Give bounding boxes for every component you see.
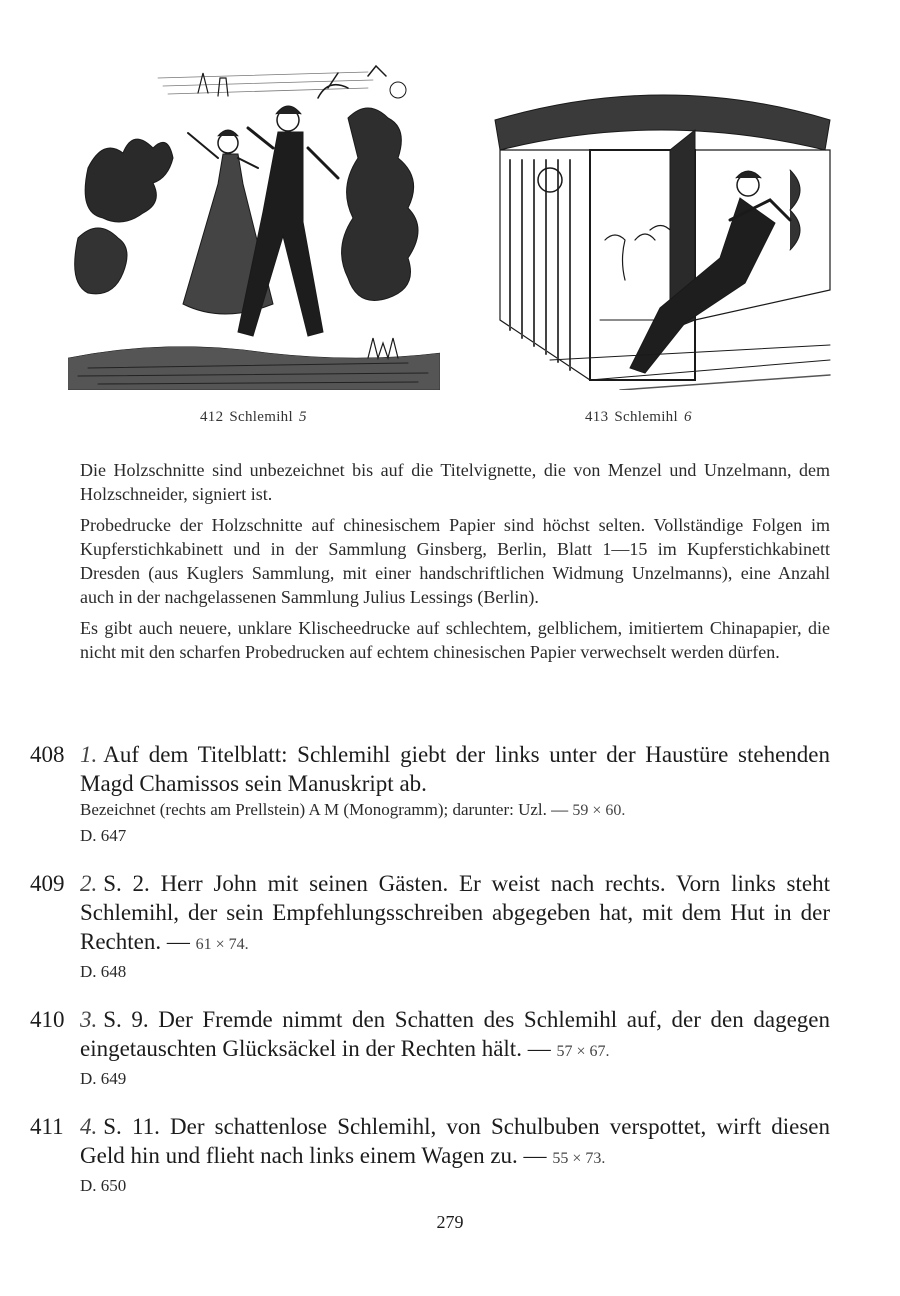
entry-number: 409	[30, 871, 65, 896]
caption-number: 412	[200, 409, 224, 425]
catalog-entry	[30, 1112, 830, 1199]
caption-title: Schlemihl	[614, 409, 678, 425]
caption-index: 5	[298, 409, 307, 425]
entry-reference: D. 649	[80, 1069, 127, 1088]
entry-description	[80, 798, 830, 823]
entry-heading	[80, 1112, 830, 1173]
entry-number: 408	[30, 742, 65, 767]
entry-dimensions: 57 × 67.	[556, 1043, 610, 1060]
entry-desc-text: Bezeichnet (rechts am Prellstein) A M (Monogramm); darunter: Uzl. —	[80, 800, 569, 819]
entry-text: S. 11. Der schattenlose Schlemihl, von Schulbuben verspottet, wirft diesen Geld hin und flieht nach links einem Wagen zu. —	[80, 1114, 830, 1168]
entry-sub-number: 1.	[80, 742, 98, 767]
catalog-entry	[30, 869, 830, 985]
entry-text: S. 2. Herr John mit seinen Gästen. Er weist nach rechts. Vorn links steht Schlemihl, der sein Empfehlungsschreiben abgegeben hat, mit dem Hut in der Rechten. —	[80, 871, 830, 954]
page-number: 279	[436, 1212, 464, 1232]
caption-number: 413	[585, 409, 609, 425]
entry-reference: D. 650	[80, 1176, 127, 1195]
entry-number: 410	[30, 1007, 65, 1032]
catalog-entries	[30, 740, 830, 1219]
illustration-413-woodcut	[490, 90, 835, 390]
catalog-entry	[30, 1005, 830, 1092]
entry-dimensions: 55 × 73.	[552, 1150, 606, 1167]
entry-sub-number: 3.	[80, 1007, 98, 1032]
entry-reference: D. 648	[80, 962, 127, 981]
note-paragraph: Probedrucke der Holzschnitte auf chinesischem Papier sind höchst selten. Vollständige Folgen im Kupferstichkabinett und in der Sammlung Ginsberg, Berlin, Blatt 1—15 im Kupferstichkabinett Dresden (aus Kuglers Sammlung, mit einer handschriftlichen Widmung Unzelmanns), eine Anzahl auch in der nachgelassenen Sammlung Julius Lessings (Berlin).	[80, 515, 830, 607]
entry-number: 411	[30, 1114, 64, 1139]
entry-dimensions: 59 × 60.	[572, 802, 626, 819]
entry-text: Auf dem Titelblatt: Schlemihl giebt der links unter der Haustüre stehenden Magd Chamissos sein Manuskript ab.	[80, 742, 830, 796]
entry-sub-number: 4.	[80, 1114, 98, 1139]
illustration-412-woodcut	[68, 58, 440, 390]
entry-sub-number: 2.	[80, 871, 98, 896]
caption-412	[200, 409, 307, 426]
entry-dimensions: 61 × 74.	[195, 936, 249, 953]
entry-text: S. 9. Der Fremde nimmt den Schatten des Schlemihl auf, der den dagegen eingetauschten Glücksäckel in der Rechten hält. —	[80, 1007, 830, 1061]
catalog-entry	[30, 740, 830, 849]
caption-413	[585, 409, 692, 426]
notes-section	[80, 458, 830, 671]
woodcut-couple-garden-illustration	[68, 58, 440, 390]
entry-heading	[80, 1005, 830, 1066]
woodcut-carriage-interior-illustration	[490, 90, 835, 390]
entry-heading	[80, 740, 830, 798]
entry-reference: D. 647	[80, 826, 127, 845]
note-paragraph: Die Holzschnitte sind unbezeichnet bis auf die Titelvignette, die von Menzel und Unzelmann, dem Holzschneider, signiert ist.	[80, 460, 830, 504]
entry-heading	[80, 869, 830, 959]
caption-title: Schlemihl	[229, 409, 293, 425]
caption-index: 6	[683, 409, 692, 425]
note-paragraph: Es gibt auch neuere, unklare Klischeedrucke auf schlechtem, gelblichem, imitiertem Chinapapier, die nicht mit den scharfen Probedrucken auf echtem chinesischen Papier verwechselt werden dürfen.	[80, 618, 830, 662]
